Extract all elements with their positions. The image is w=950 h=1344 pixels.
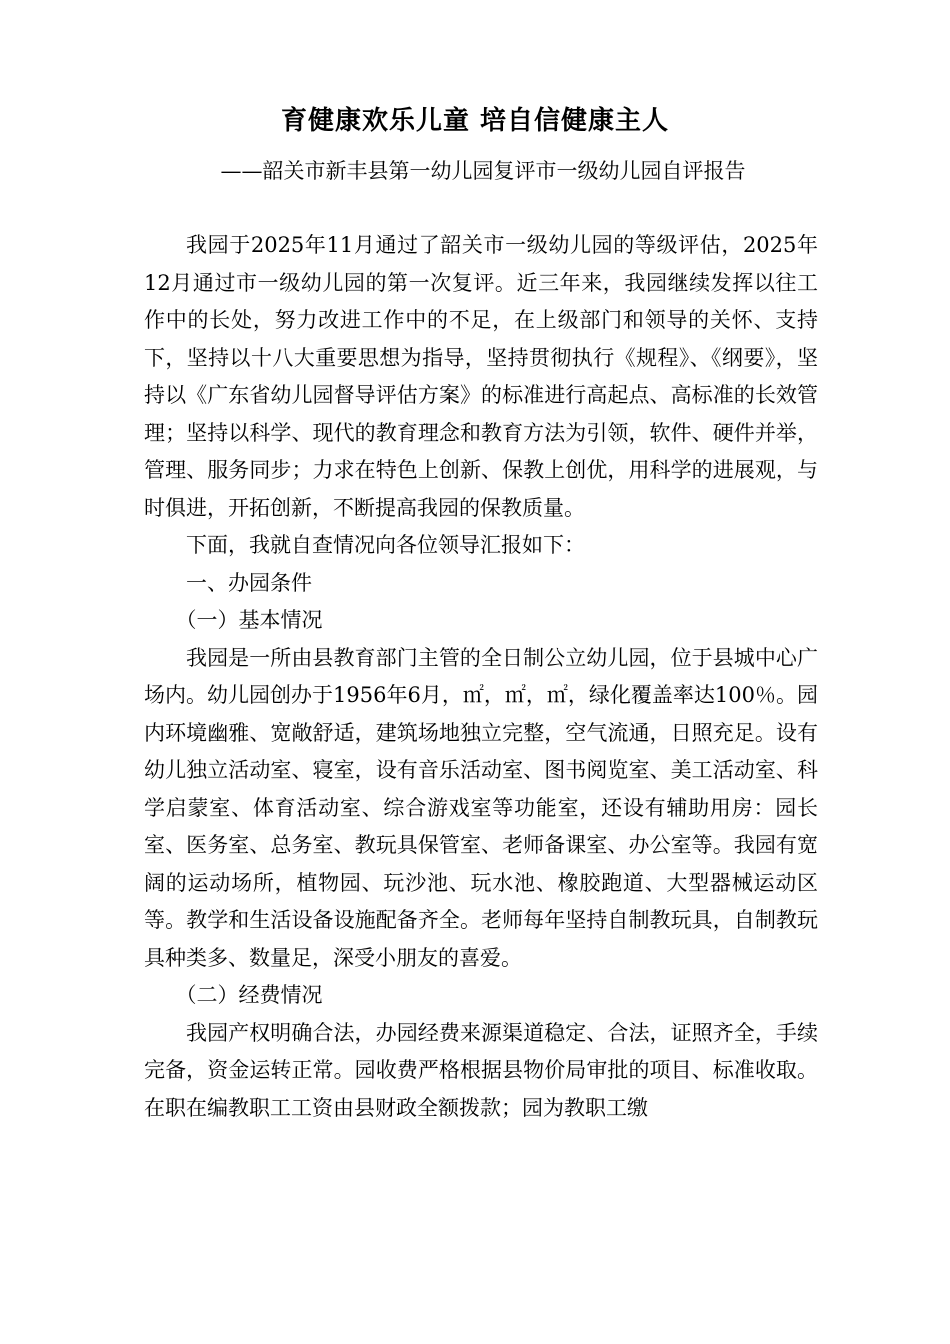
document-body xyxy=(144,227,818,1127)
subsection-heading-funding: （二）经费情况 xyxy=(175,983,323,1007)
document-title: 育健康欢乐儿童 培自信健康主人 xyxy=(280,106,670,136)
document-subtitle: ——韶关市新丰县第一幼儿园复评市一级幼儿园自评报告 xyxy=(220,159,746,183)
section-heading-conditions: 一、办园条件 xyxy=(186,570,312,595)
intro-paragraph: 我园于2025年11月通过了韶关市一级幼儿园的等级评估，2025年12月通过市一级幼儿园的第一次复评。近三年来，我园继续发挥以往工作中的长处，努力改进工作中的不足，在上级部门和领导的关怀、支持下，坚持以十八大重要思想为指导，坚持贯彻执行《规程》、《纲要》，坚持以《广东省幼儿园督导评估方案》的标准进行高起点、高标准的长效管理；坚持以科学、现代的教育理念和教育方法为引领，软件、硬件并举，管理、服务同步；力求在特色上创新、保教上创优，用科学的进展观，与时俱进，开拓创新，不断提高我园的保教质量。 xyxy=(144,233,818,520)
report-intro-paragraph: 下面，我就自查情况向各位领导汇报如下： xyxy=(186,533,585,557)
basic-info-paragraph: 我园是一所由县教育部门主管的全日制公立幼儿园，位于县城中心广场内。幼儿园创办于1956年6月，㎡，㎡，㎡，绿化覆盖率达100％。园内环境幽雅、宽敞舒适，建筑场地独立完整，空气流通，日照充足。设有幼儿独立活动室、寝室，设有音乐活动室、图书阅览室、美工活动室、科学启蒙室、体育活动室、综合游戏室等功能室，还设有辅助用房：园长室、医务室、总务室、教玩具保管室、老师备课室、办公室等。我园有宽阔的运动场所，植物园、玩沙池、玩水池、橡胶跑道、大型器械运动区等。教学和生活设备设施配备齐全。老师每年坚持自制教玩具，自制教玩具种类多、数量足，深受小朋友的喜爱。 xyxy=(144,645,818,970)
subsection-heading-basic: （一）基本情况 xyxy=(175,608,323,632)
funding-paragraph: 我园产权明确合法，办园经费来源渠道稳定、合法，证照齐全，手续完备，资金运转正常。园收费严格根据县物价局审批的项目、标准收取。在职在编教职工工资由县财政全额拨款；园为教职工缴 xyxy=(144,1020,818,1120)
